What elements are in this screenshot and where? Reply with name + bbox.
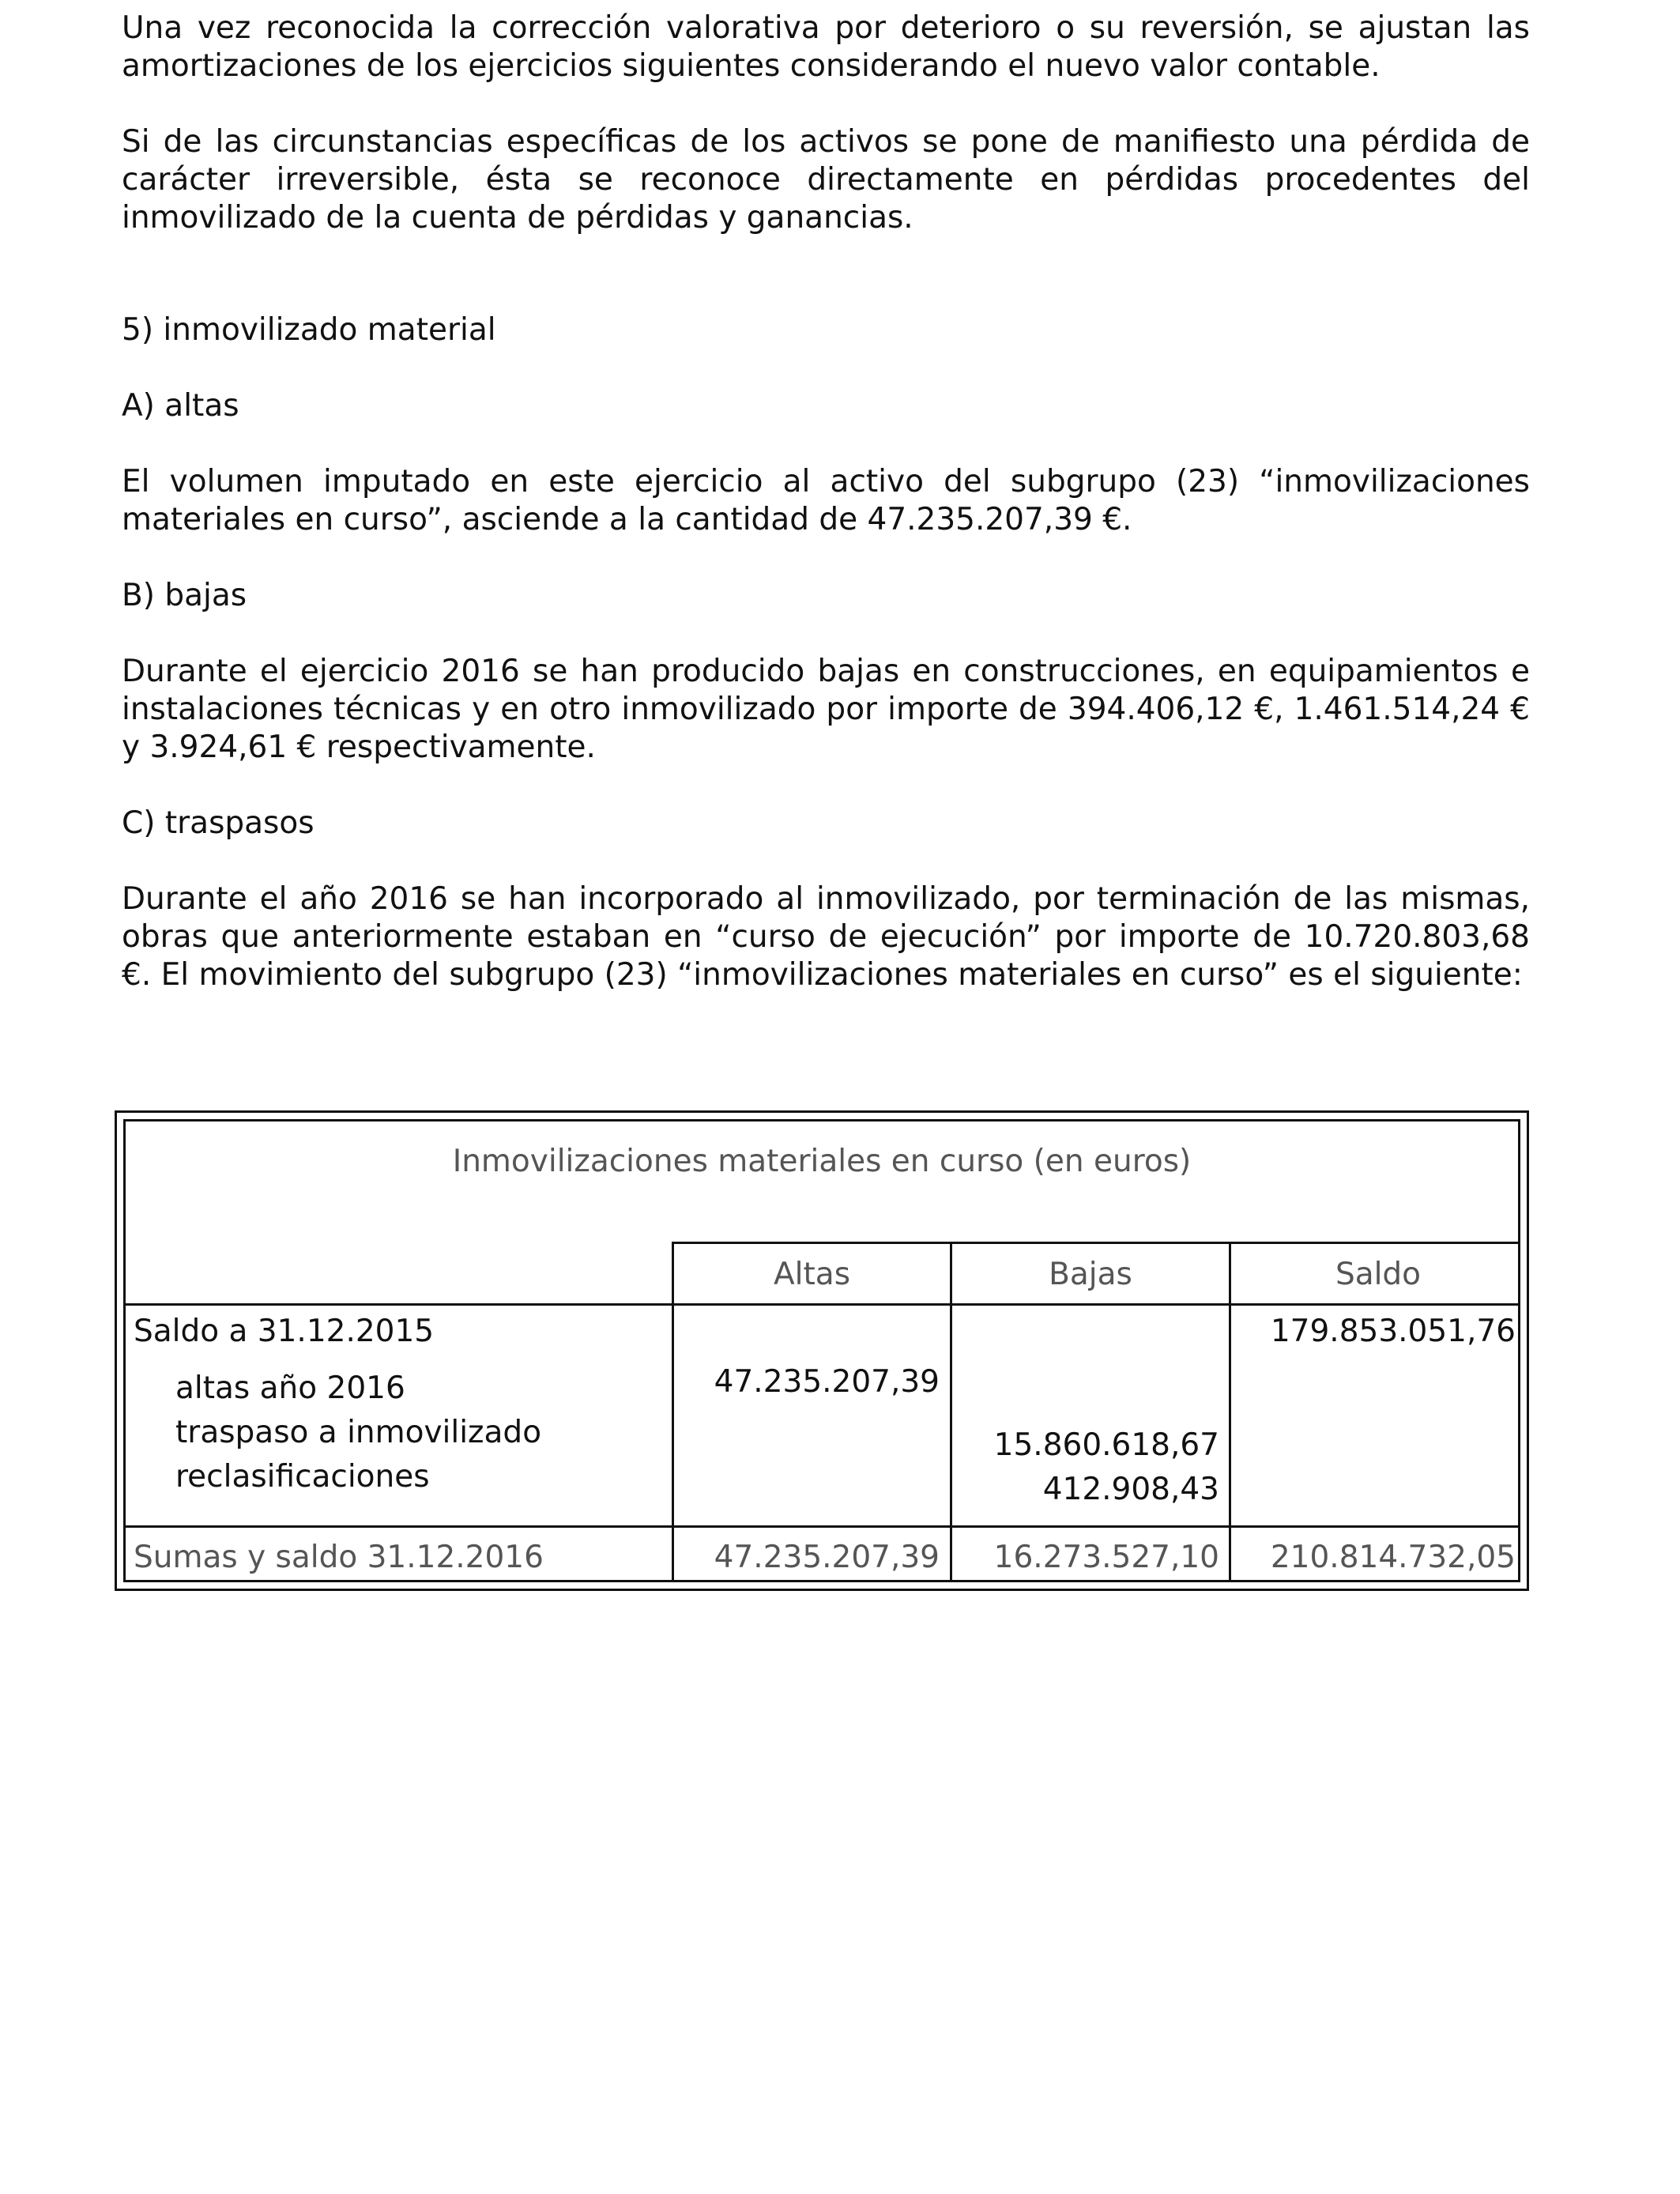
totals-altas: 47.235.207,39	[714, 1540, 940, 1575]
paragraph-bajas: Durante el ejercicio 2016 se han producido bajas en construcciones, en equipamientos e instalaciones técnicas y en otro inmovilizado por importe de 394.406,12 €, 1.461.514,24 € y 3.924,61 € respectivamente.	[122, 654, 1530, 765]
movement-table	[115, 1110, 1529, 1591]
paragraph-deterioro: Una vez reconocida la corrección valorativa por deterioro o su reversión, se ajustan las amortizaciones de los ejercicios siguientes considerando el nuevo valor contable.	[122, 10, 1530, 84]
totals-bajas: 16.273.527,10	[993, 1540, 1219, 1575]
subheading-altas: A) altas	[122, 388, 239, 424]
row-label-saldo-inicial: Saldo a 31.12.2015	[134, 1314, 435, 1349]
subheading-traspasos: C) traspasos	[122, 805, 315, 841]
totals-saldo: 210.814.732,05	[1270, 1540, 1516, 1575]
row-label-traspaso: traspaso a inmovilizado	[175, 1415, 542, 1450]
paragraph-traspasos: Durante el año 2016 se han incorporado al inmovilizado, por terminación de las mismas, obras que anteriormente estaban en “curso de ejecución” por importe de 10.720.803,68 €. El movimiento del subgrupo (23) “inmovilizaciones materiales en curso” es el siguiente:	[122, 881, 1530, 993]
header-altas: Altas	[773, 1257, 851, 1292]
subheading-bajas: B) bajas	[122, 578, 247, 613]
row-value-altas: 47.235.207,39	[714, 1364, 940, 1400]
header-bottom-divider	[126, 1303, 1518, 1306]
totals-divider	[126, 1525, 1518, 1528]
row-label-reclasificaciones: reclasificaciones	[175, 1459, 430, 1495]
paragraph-perdida-irreversible: Si de las circunstancias específicas de los activos se pone de manifiesto una pérdida de carácter irreversible, ésta se reconoce directamente en pérdidas procedentes del inmovilizado de la cuenta de pérdidas y ganancias.	[122, 124, 1530, 236]
totals-label: Sumas y saldo 31.12.2016	[134, 1540, 544, 1575]
header-bajas: Bajas	[1049, 1257, 1132, 1292]
row-label-altas: altas año 2016	[175, 1370, 405, 1406]
movement-table-frame	[123, 1119, 1520, 1582]
row-value-reclasificaciones: 412.908,43	[1042, 1472, 1219, 1507]
paragraph-altas: El volumen imputado en este ejercicio al activo del subgrupo (23) “inmovilizaciones materiales en curso”, asciende a la cantidad de 47.235.207,39 €.	[122, 464, 1530, 537]
row-value-saldo-inicial: 179.853.051,76	[1270, 1314, 1516, 1349]
header-top-divider	[672, 1242, 1518, 1244]
header-saldo: Saldo	[1335, 1257, 1422, 1292]
section-heading-inmovilizado: 5) inmovilizado material	[122, 312, 496, 348]
row-value-traspaso: 15.860.618,67	[993, 1427, 1219, 1463]
table-title: Inmovilizaciones materiales en curso (en euros)	[452, 1144, 1192, 1179]
